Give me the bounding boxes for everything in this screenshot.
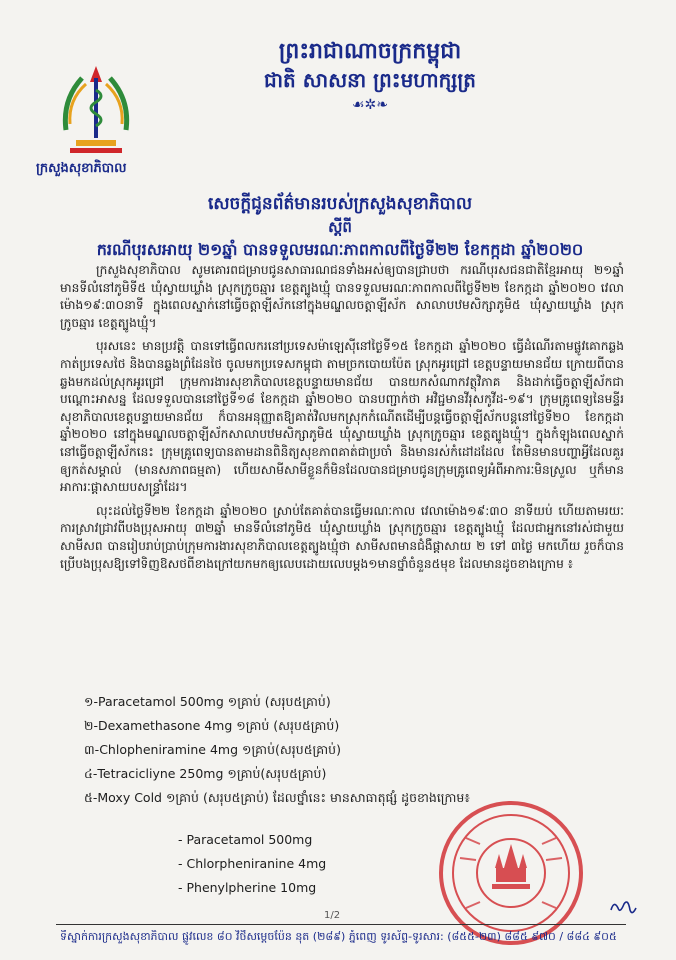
paragraph: បុរសនេះ មានប្រវត្តិ បានទៅធ្វើពលករនៅប្រទេសម៉ាឡេស៊ីនៅថ្ងៃទី១៥ ខែកក្កដា ឆ្នាំ២០២០ ធ្វើដំណើរតាមផ្លូវគោកឆ្លងកាត់ប្រទេសថៃ និងបានឆ្លងព្រំដែនថៃ ចូលមកប្រទេសកម្ពុជា តាមច្រកបោយប៉ែត ស្រុកអូរជ្រៅ ខេត្តបន្ទាយមានជ័យ ក្រោយពីបានឆ្លងមកដល់ស្រុកអូរជ្រៅ ក្រុមការងារសុខាភិបាលខេត្តបន្ទាយមានជ័យ បានយកសំណាកវត្ថុវិភាគ និងដាក់ធ្វើចត្តាឡីស័កជាបណ្ដោះអាសន្ន ដែលទទួលបាននៅថ្ងៃទី១៨ ខែកក្កដា ឆ្នាំ២០២០ បានបញ្ជាក់ថា អវិជ្ជមានវីរុសកូវីដ-១៩។ ក្រុមគ្រូពេទ្យនៃមន្ទីរសុខាភិបាលខេត្តបន្ទាយមានជ័យ ក៏បានអនុញ្ញាតឱ្យគាត់វិលមកស្រុកកំណើតដើម្បីបន្តធ្វើចត្តាឡីស័កបន្តនៅថ្ងៃទី២០ ខែកក្កដា ឆ្នាំ២០២០ នៅក្នុងមណ្ឌលចត្តាឡីស័កសាលាបឋមសិក្សាភូមិ៥ ឃុំស្វាយឃ្លាំង ស្រុកក្រូចឆ្មារ ខេត្តត្បូងឃ្មុំ។ ក្នុងកំឡុងពេលស្នាក់នៅធ្វើចត្តាឡីស័កនេះ ក្រុមគ្រូពេទ្យបានតាមដានពិនិត្យសុខភាពគាត់ជាប្រចាំ និងមានរស់កំដៅដដែល តែមិនមានបញ្ហាអ្វីដែលគួរឲ្យកត់សម្គាល់ (មានសភាពធម្មតា) ហើយសាមីសាមីខ្លួនក៏មិនដែលបានជម្រាបជូនក្រុមគ្រូពេទ្យអំពីអាការៈមិនស្រួល ឬក៏មានអាការៈផ្ដាសាយបសន្ទ្រាំដែរ។ (60, 339, 624, 495)
ministry-label: ក្រសួងសុខាភិបាល (36, 161, 127, 176)
medication-list (84, 690, 624, 810)
page-number: 1/2 (324, 910, 341, 921)
official-seal-icon (436, 798, 586, 948)
kingdom-line: ព្រះរាជាណាចក្រកម្ពុជា (278, 39, 462, 64)
paragraph: លុះដល់ថ្ងៃទី២២ ខែកក្កដា ឆ្នាំ២០២០ ស្រាប់តែគាត់បានធ្វើមរណៈកាល វេលាម៉ោង១៩:៣០ នាទីយប់ ហើយតាមរយៈការស្រាវជ្រាវពីបងប្រុសអាយុ ៣២ឆ្នាំ មានទីលំនៅភូមិ៥ ឃុំស្វាយឃ្លាំង ស្រុកក្រូចឆ្មារ ខេត្តត្បូងឃ្មុំ ដែលជាអ្នកនៅរស់ជាមួយសាមីសព បានរៀបរាប់ប្រាប់ក្រុមការងារសុខាភិបាលខេត្តត្បូងឃ្មុំថា សាមីសពមានជំងឺផ្ដាសាយ ២ ទៅ ៣ថ្ងៃ មកហើយ រួចក៏បានប្រើបងប្រុសឱ្យទៅទិញឱសថពីខាងក្រៅយកមកឲ្យលេបដោយលេបម្ដង១មានថ្នាំចំនួន៥មុខ ដែលមានដូចខាងក្រោម ៖ (60, 503, 624, 571)
title-line-2: ស្ដីពី (328, 218, 352, 236)
ministry-logo-icon (56, 60, 136, 160)
ornament-divider: ☙✲❧ (351, 97, 388, 113)
list-item: - Phenylpherine 10mg (178, 880, 317, 895)
paragraph: ក្រសួងសុខាភិបាល សូមគោរពជម្រាបជូនសាធារណជនទាំងអស់ឲ្យបានជ្រាបថា ករណីបុរសជនជាតិខ្មែរអាយុ ២១ឆ្នាំ មានទីលំនៅភូមិទី៥ ឃុំស្វាយឃ្លាំង ស្រុកក្រូចឆ្មារ ខេត្តត្បូងឃ្មុំ បានទទួលមរណៈភាពកាលពីថ្ងៃទី២២ ខែកក្កដា ឆ្នាំ២០២០ វេលាម៉ោង១៩:៣០នាទី ក្នុងពេលស្នាក់នៅធ្វើចត្តាឡីស័កនៅក្នុងមណ្ឌលចត្តាឡីស័ក សាលាបឋមសិក្សាភូមិ៥ ឃុំស្វាយឃ្លាំង ស្រុកក្រូចឆ្មារ ខេត្តត្បូងឃ្មុំ។ (60, 263, 624, 330)
list-item: ១-Paracetamol 500mg ១គ្រាប់ (សរុប៥គ្រាប់) (84, 694, 331, 709)
announcement-body (60, 262, 624, 579)
ingredient-list (178, 828, 326, 900)
title-line-1: សេចក្ដីជូនព័ត៌មានរបស់ក្រសួងសុខាភិបាល (207, 194, 473, 214)
kingdom-header (190, 38, 550, 114)
title-line-3: ករណីបុរសអាយុ ២១ឆ្នាំ បានទទួលមរណៈភាពកាលពីថ្ងៃទី២២ ខែកក្កដា ឆ្នាំ២០២០ (96, 240, 584, 259)
footer-divider (56, 924, 626, 925)
list-item: - Paracetamol 500mg (178, 832, 313, 847)
list-item: ២-Dexamethasone 4mg ១គ្រាប់ (សរុប៥គ្រាប់) (84, 718, 340, 733)
motto-line: ជាតិ សាសនា ព្រះមហាក្សត្រ (264, 68, 476, 92)
list-item: ៣-Chlopheniramine 4mg ១គ្រាប់(សរុប៥គ្រាប់) (84, 742, 341, 757)
footer-address: ទីស្នាក់ការក្រសួងសុខាភិបាល ផ្លូវលេខ ៨០ វិថីសម្ដេចប៉ែន នុត (២៨៩) ភ្នំពេញ ទូរស័ព្ទ-ទូរសារ: (៨៥៥-២៣) ៨៨៥ ៩៧០ / ៨៨៤ ៩០៥ (60, 930, 617, 943)
list-item: ៤-Tetracicliyne 250mg ១គ្រាប់(សរុប៥គ្រាប់) (84, 766, 327, 781)
signature-icon (608, 896, 638, 918)
list-item: ៥-Moxy Cold ១គ្រាប់ (សរុប៥គ្រាប់) ដែលថ្នាំនេះ មានសាធាតុផ្សំ ដូចខាងក្រោម៖ (84, 790, 470, 805)
announcement-title (40, 192, 640, 262)
list-item: - Chlorpheniranine 4mg (178, 856, 327, 871)
